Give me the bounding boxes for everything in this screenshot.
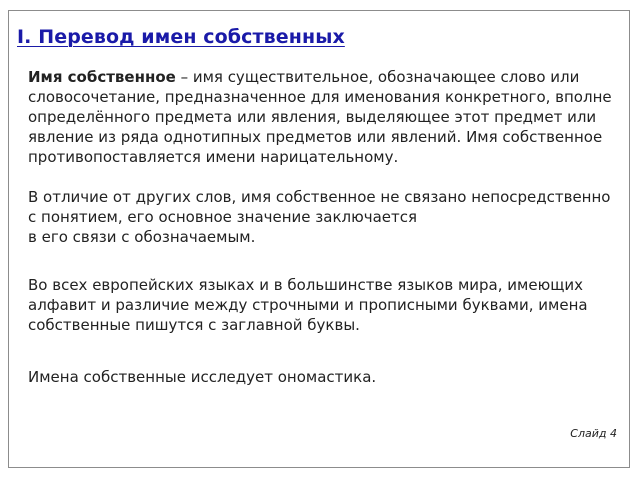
slide (8, 10, 630, 468)
slide-number: Слайд 4 (570, 427, 617, 440)
paragraph-capitalization: Во всех европейских языках и в большинстве языков мира, имеющих алфавит и различие между строчными и прописными буквами, имена собственные пишутся с заглавной буквы. (28, 276, 588, 334)
meaning-text-line-2: в его связи с обозначаемым. (28, 228, 256, 246)
meaning-text-line-1: В отличие от других слов, имя собственное не связано непосредственно с понятием, его основное значение заключается (28, 188, 611, 226)
definition-text: – имя существительное, обозначающее слово или словосочетание, предназначенное для именования конкретного, вполне определённого предмета или явления, выделяющее этот предмет или явление из ряда однотипных предметов или явлений. Имя собственное противопоставляется имени нарицательному. (28, 68, 612, 166)
paragraph-onomastics: Имена собственные исследует ономастика. (28, 368, 377, 386)
paragraph-meaning (28, 187, 618, 247)
term-proper-noun: Имя собственное (28, 68, 176, 86)
slide-title: I. Перевод имен собственных (17, 26, 345, 48)
slide-body (28, 67, 618, 387)
paragraph-definition (28, 67, 618, 167)
